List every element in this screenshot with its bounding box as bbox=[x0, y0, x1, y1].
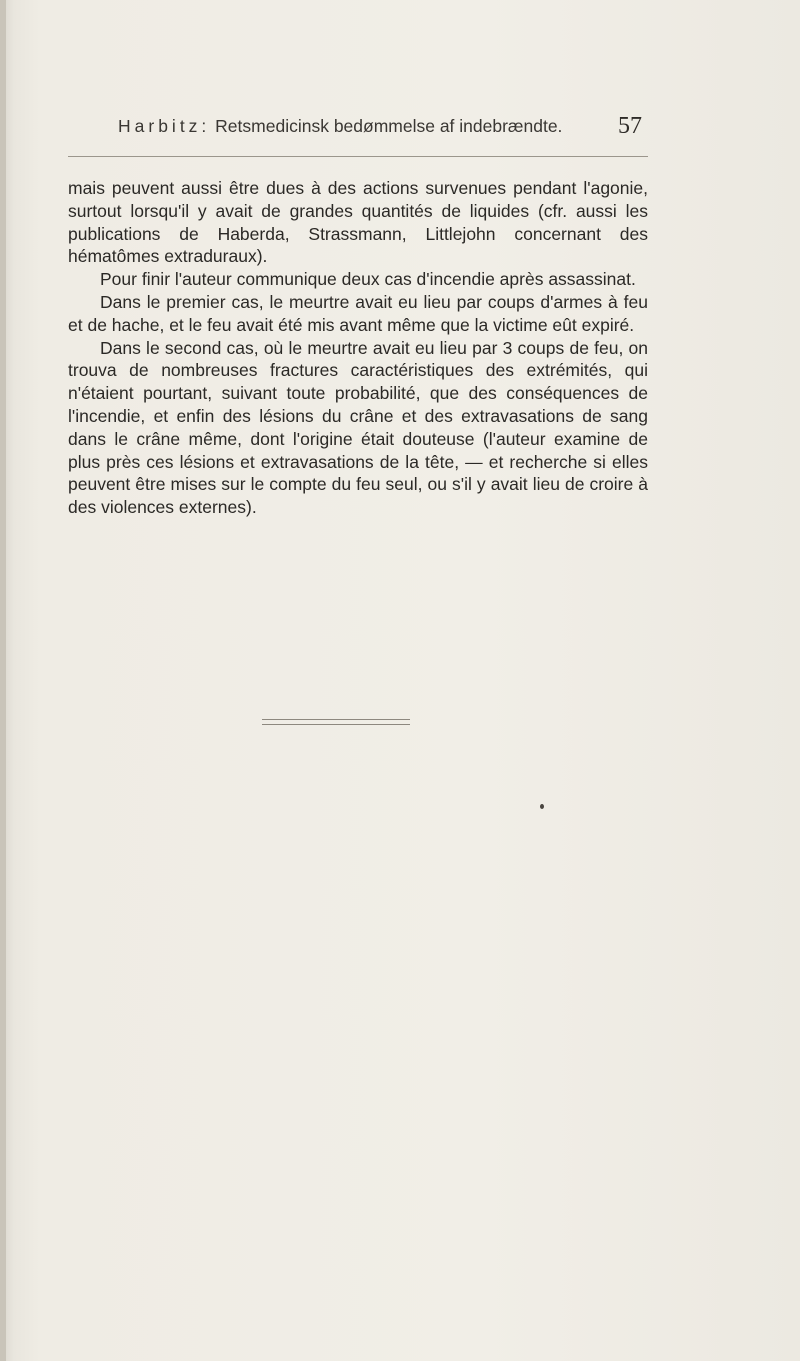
section-end-double-rule bbox=[262, 719, 410, 725]
header-rule bbox=[68, 156, 648, 157]
header-author: Harbitz: bbox=[118, 116, 211, 136]
paragraph-4: Dans le second cas, où le meurtre avait eu lieu par 3 coups de feu, on trouva de nombreuses fractures caractéristiques des extrémités, qui n'étaient pourtant, suivant toute probabilité, que des conséquences de l'incendie, et enfin des lésions du crâne et des extravasations de sang dans le crâne même, dont l'origine était douteuse (l'auteur examine de plus près ces lésions et extravasations de la tête, — et recherche si elles peuvent être mises sur le compte du feu seul, ou s'il y avait lieu de croire à des violences externes). bbox=[68, 337, 648, 518]
page-number: 57 bbox=[618, 113, 642, 139]
paragraph-2: Pour finir l'auteur communique deux cas d'incendie après assassinat. bbox=[100, 269, 636, 290]
body-text bbox=[68, 177, 648, 519]
paragraph-3: Dans le premier cas, le meurtre avait eu lieu par coups d'armes à feu et de hache, et le feu avait été mis avant même que la victime eût expiré. bbox=[68, 291, 648, 335]
paragraph-1: mais peuvent aussi être dues à des actions survenues pendant l'agonie, surtout lorsqu'il y avait de grandes quantités de liquides (cfr. aussi les publications de Haberda, Strassmann, Littlejohn concernant des hématômes extraduraux). bbox=[68, 178, 648, 267]
page-gutter-shadow bbox=[0, 0, 6, 1361]
ink-speck bbox=[540, 804, 544, 809]
header-title: Retsmedicinsk bedømmelse af indebrændte. bbox=[215, 116, 563, 136]
running-header bbox=[118, 113, 658, 148]
